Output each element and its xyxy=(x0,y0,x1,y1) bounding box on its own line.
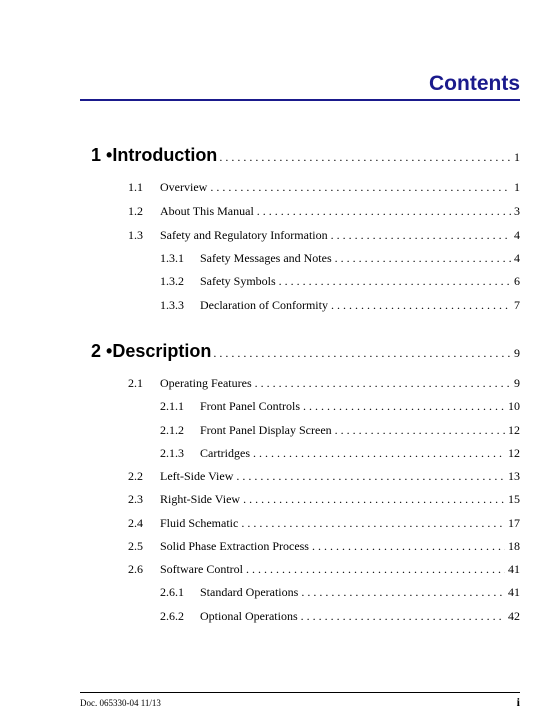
toc-entry-title-group xyxy=(0,469,508,484)
toc-entry-title-group xyxy=(0,145,514,166)
toc-entry-number: 1.2 xyxy=(128,204,143,218)
toc-leader-dots xyxy=(241,516,505,531)
toc-entry-number: 2.4 xyxy=(128,516,143,530)
toc-entry-number: 1.1 xyxy=(128,180,143,194)
toc-entry-page: 10 xyxy=(508,399,520,413)
toc-leader-dots xyxy=(301,609,505,624)
toc-entry-title-group xyxy=(0,585,508,600)
toc-entry-title-group xyxy=(0,180,514,195)
toc-entry-page: 3 xyxy=(514,204,520,218)
toc-leader-dots xyxy=(335,251,511,266)
toc-entry-title: Safety and Regulatory Information xyxy=(160,228,328,242)
toc-entry-title: Software Control xyxy=(160,562,243,576)
toc-entry-page: 41 xyxy=(508,562,520,576)
toc-entry-page: 41 xyxy=(508,585,520,599)
toc-entry-page: 6 xyxy=(514,274,520,288)
toc-entry-title-group xyxy=(0,376,514,391)
toc-entry-number: 2.3 xyxy=(128,492,143,506)
toc-entry[interactable] xyxy=(0,251,560,271)
toc-entry[interactable] xyxy=(0,228,560,248)
toc-entry-title-group xyxy=(0,446,508,461)
toc-entry-title: Introduction xyxy=(112,145,218,165)
toc-entry-number: 1.3.2 xyxy=(160,274,184,288)
footer-rule xyxy=(80,692,520,693)
toc-entry-title-group xyxy=(0,341,514,362)
toc-entry-number: 1.3 xyxy=(128,228,143,242)
footer-page-number: i xyxy=(516,695,520,709)
toc-entry[interactable] xyxy=(0,399,560,419)
toc-entry-title: Overview xyxy=(160,180,208,194)
toc-entry-title-group xyxy=(0,516,508,531)
toc-entry[interactable] xyxy=(0,180,560,200)
toc-leader-dots xyxy=(331,228,511,243)
toc-entry-title-group xyxy=(0,204,514,219)
title-rule xyxy=(80,99,520,101)
toc-entry-number: 2.2 xyxy=(128,469,143,483)
toc-leader-dots xyxy=(213,346,511,361)
toc-entry-title: Declaration of Conformity xyxy=(200,298,328,312)
toc-entry-page: 42 xyxy=(508,609,520,623)
toc-entry[interactable] xyxy=(0,609,560,629)
toc-entry-title-group xyxy=(0,609,508,624)
toc-entry-number: 2.1.3 xyxy=(160,446,184,460)
page-title: Contents xyxy=(429,72,520,95)
toc-entry[interactable] xyxy=(0,423,560,443)
toc-entry-number: 2.1.1 xyxy=(160,399,184,413)
toc-entry-title-group xyxy=(0,492,508,507)
toc-entry-page: 4 xyxy=(514,251,520,265)
toc-entry-title: Right-Side View xyxy=(160,492,241,506)
toc-leader-dots xyxy=(301,585,505,600)
toc-entry-number: 1.3.1 xyxy=(160,251,184,265)
toc-entry[interactable] xyxy=(0,341,560,361)
toc-entry-title-group xyxy=(0,298,514,313)
toc-entry-title-group xyxy=(0,274,514,289)
toc-entry-title: Safety Symbols xyxy=(200,274,276,288)
toc-entry-number: 1 • xyxy=(91,145,113,165)
toc-entry-page: 17 xyxy=(508,516,520,530)
toc-entry-title-group xyxy=(0,228,514,243)
toc-entry[interactable] xyxy=(0,492,560,512)
toc-entry[interactable] xyxy=(0,469,560,489)
toc-leader-dots xyxy=(279,274,511,289)
toc-entry-page: 1 xyxy=(514,180,520,194)
toc-entry-title: Standard Operations xyxy=(200,585,299,599)
toc-entry-title: Description xyxy=(112,341,212,361)
toc-entry-title-group xyxy=(0,539,508,554)
toc-entry-page: 4 xyxy=(514,228,520,242)
toc-entry-number: 2.1.2 xyxy=(160,423,184,437)
toc-entry-title: Solid Phase Extraction Process xyxy=(160,539,309,553)
toc-entry-title: About This Manual xyxy=(160,204,254,218)
footer-doc-id: Doc. 065330-04 11/13 xyxy=(80,698,161,708)
toc-leader-dots xyxy=(303,399,505,414)
toc-entry-page: 9 xyxy=(514,346,520,360)
toc-entry[interactable] xyxy=(0,298,560,318)
toc-leader-dots xyxy=(243,492,505,507)
toc-entry-title: Front Panel Display Screen xyxy=(200,423,332,437)
toc-leader-dots xyxy=(257,204,511,219)
toc-entry-page: 12 xyxy=(508,446,520,460)
toc-entry-page: 13 xyxy=(508,469,520,483)
toc-entry-number: 2 • xyxy=(91,341,113,361)
toc-entry[interactable] xyxy=(0,446,560,466)
toc-entry-page: 1 xyxy=(514,150,520,164)
toc-entry-number: 2.6.1 xyxy=(160,585,184,599)
toc-leader-dots xyxy=(312,539,505,554)
toc-entry-title: Front Panel Controls xyxy=(200,399,301,413)
toc-entry-number: 2.5 xyxy=(128,539,143,553)
toc-leader-dots xyxy=(210,180,511,195)
toc-entry[interactable] xyxy=(0,204,560,224)
toc-entry-title: Cartridges xyxy=(200,446,250,460)
toc-entry-page: 12 xyxy=(508,423,520,437)
toc-entry-title: Optional Operations xyxy=(200,609,298,623)
toc-leader-dots xyxy=(236,469,505,484)
toc-entry-title-group xyxy=(0,562,508,577)
toc-entry[interactable] xyxy=(0,145,560,165)
toc-entry[interactable] xyxy=(0,516,560,536)
toc-entry-number: 1.3.3 xyxy=(160,298,184,312)
toc-entry-number: 2.6 xyxy=(128,562,143,576)
toc-entry[interactable] xyxy=(0,585,560,605)
toc-entry-title: Left-Side View xyxy=(160,469,234,483)
toc-entry-number: 2.6.2 xyxy=(160,609,184,623)
toc-leader-dots xyxy=(335,423,505,438)
toc-leader-dots xyxy=(219,150,511,165)
toc-entry-title-group xyxy=(0,423,508,438)
toc-leader-dots xyxy=(246,562,505,577)
toc-entry[interactable] xyxy=(0,562,560,582)
toc-entry-title: Safety Messages and Notes xyxy=(200,251,332,265)
toc-entry[interactable] xyxy=(0,539,560,559)
toc-entry-page: 18 xyxy=(508,539,520,553)
toc-entry-title-group xyxy=(0,399,508,414)
toc-entry-page: 15 xyxy=(508,492,520,506)
toc-entry-page: 9 xyxy=(514,376,520,390)
toc-entry-number: 2.1 xyxy=(128,376,143,390)
toc-entry-title-group xyxy=(0,251,514,266)
toc-entry-page: 7 xyxy=(514,298,520,312)
toc-entry-title: Fluid Schematic xyxy=(160,516,239,530)
toc-entry[interactable] xyxy=(0,376,560,396)
toc-leader-dots xyxy=(331,298,511,313)
toc-leader-dots xyxy=(253,446,505,461)
toc-entry-title: Operating Features xyxy=(160,376,252,390)
toc-entry[interactable] xyxy=(0,274,560,294)
toc-leader-dots xyxy=(255,376,511,391)
